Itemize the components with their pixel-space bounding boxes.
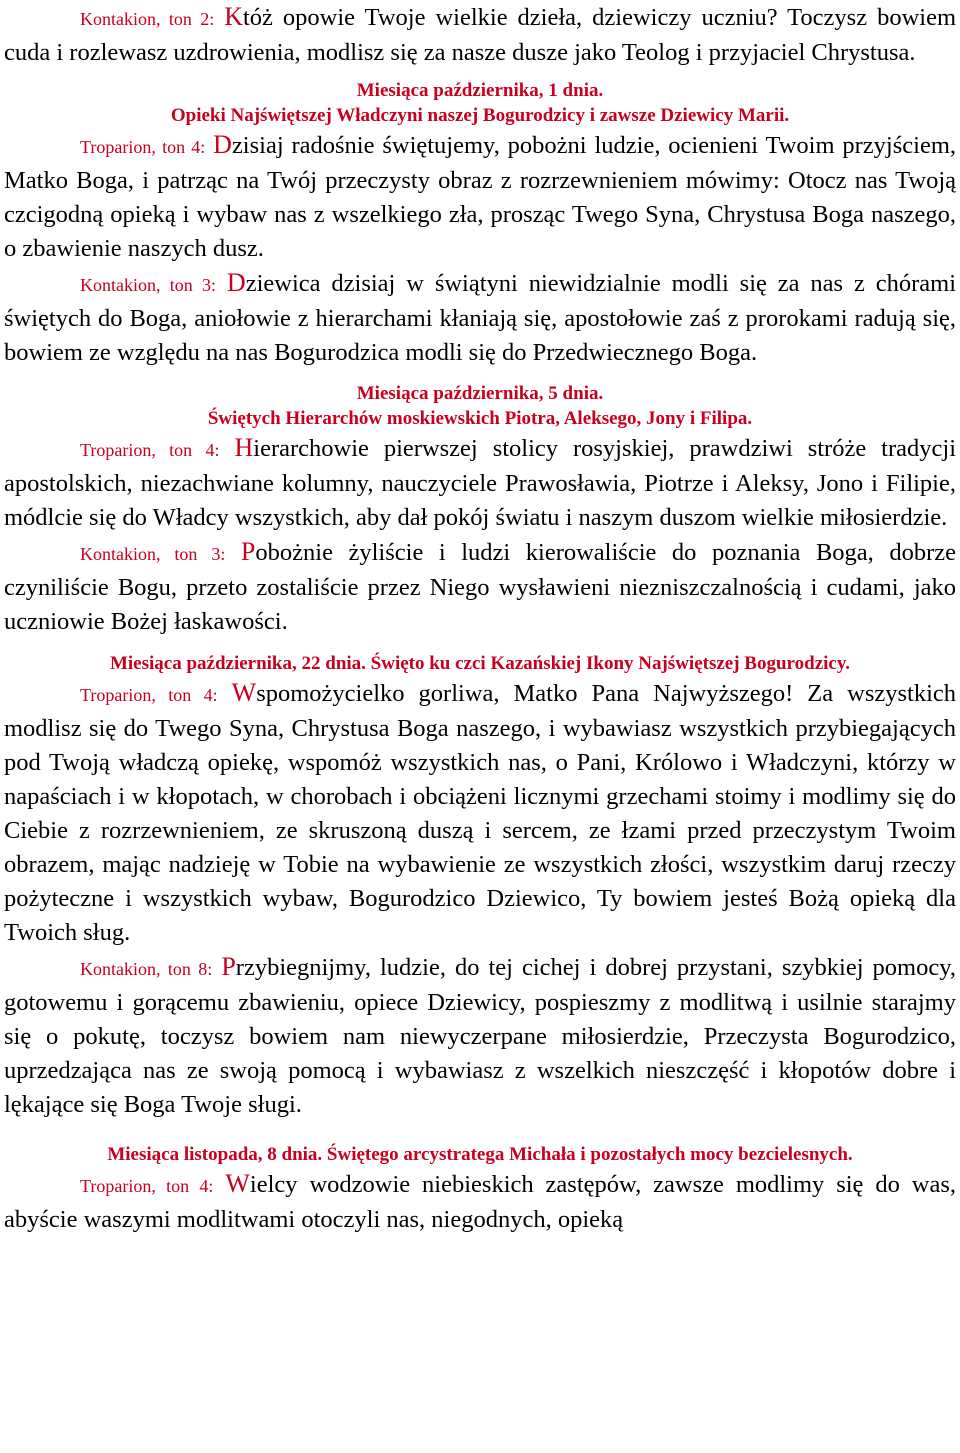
kontakion-text: obożnie żyliście i ludzi kierowaliście do poznania Boga, dobrze czyniliście Bogu, przeto zostaliście przez Niego wysławieni niezniszczalnością i cudami, jako uczniowie Bożej łaskawości. [4, 539, 957, 635]
kontakion-paragraph [4, 950, 956, 1122]
kontakion-text: tóż opowie Twoje wielkie dzieła, dziewiczy uczniu? Toczysz bowiem cuda i rozlewasz uzdrowienia, modlisz się za nasze dusze jako Teolog i przyjaciel Chrystusa. [4, 4, 956, 66]
kontakion-label: Kontakion, ton 2: [80, 9, 215, 29]
troparion-label: Troparion, ton 4: [80, 440, 220, 460]
troparion-text: ierarchowie pierwszej stolicy rosyjskiej, prawdziwi stróże tradycji apostolskich, niezachwiane kolumny, nauczyciele Prawosławia, Piotrze i Aleksy, Jono i Filipie, módlcie się do Władcy wszystkich, aby dał pokój światu i naszym duszom wielkie miłosierdzie. [4, 435, 957, 531]
kontakion-label: Kontakion, ton 8: [80, 959, 213, 979]
section-heading-date: Miesiąca października, 1 dnia. [356, 80, 604, 101]
section-heading-date: Miesiąca października, 5 dnia. [356, 383, 604, 404]
initial-letter: D [213, 130, 232, 159]
kontakion-label: Kontakion, ton 3: [80, 544, 226, 564]
initial-letter: K [224, 2, 243, 31]
troparion-paragraph [4, 676, 956, 950]
troparion-text: ielcy wodzowie niebieskich zastępów, zawsze modlimy się do was, abyście waszymi modlitwami otoczyli nas, niegodnych, opieką [4, 1171, 956, 1233]
initial-letter: W [231, 678, 257, 707]
kontakion-text: ziewica dzisiaj w świątyni niewidzialnie modli się za nas z chórami świętych do Boga, aniołowie z hierarchami kłaniają się, apostołowie zaś z prorokami radują się, bowiem ze względu na nas Bogurodzica modli się do Przedwiecznego Boga. [4, 270, 956, 366]
troparion-label: Troparion, ton 4: [80, 685, 218, 705]
section-heading-title: Opieki Najświętszej Władczyni naszej Bogurodzicy i zawsze Dziewicy Marii. [170, 105, 790, 126]
troparion-paragraph [4, 1167, 956, 1237]
section-heading-title: Świętych Hierarchów moskiewskich Piotra, Aleksego, Jony i Filipa. [207, 408, 753, 429]
initial-letter: W [225, 1169, 250, 1198]
kontakion-paragraph [4, 535, 956, 639]
initial-letter: H [234, 433, 254, 462]
troparion-text: spomożycielko gorliwa, Matko Pana Najwyższego! Za wszystkich modlisz się do Twego Syna, Chrystusa Boga naszego, i wybawiasz wszystkich przybiegających pod Twoją władczą opiekę, wspomóż wszystkich nas, o Pani, Królowo i Władczyni, którzy w napaściach i w kłopotach, w chorobach i obciążeni licznymi grzechami stoimy i modlimy się do Ciebie z rozrzewnieniem, ze skruszoną duszą i sercem, ze łzami przed przeczystym Twoim obrazem, mając nadzieję w Tobie na wybawienie ze wszystkich złości, wszystkim daruj rzeczy pożyteczne i wszystkich wybaw, Bogurodzico Dziewico, Ty bowiem jesteś Bożą opieką dla Twoich sług. [4, 680, 957, 946]
section-heading: Miesiąca listopada, 8 dnia. Świętego arcystratega Michała i pozostałych mocy bezcielesnych. [107, 1144, 853, 1165]
initial-letter: D [226, 268, 246, 297]
kontakion-text: rzybiegnijmy, ludzie, do tej cichej i dobrej przystani, szybkiej pomocy, gotowemu i gorącemu zbawieniu, opiece Dziewicy, pospieszmy z modlitwą i usilnie starajmy się o pokutę, toczysz bowiem nam niewyczerpane miłosierdzie, Przeczysta Bogurodzico, uprzedzająca nas ze swoją pomocą i wybawiasz z wszelkich nieszczęść i kłopotów dobre i lękające się Boga Twoje sługi. [4, 954, 957, 1118]
initial-letter: P [240, 537, 256, 566]
troparion-paragraph [4, 128, 956, 266]
troparion-label: Troparion, ton 4: [80, 1176, 214, 1196]
troparion-paragraph [4, 431, 956, 535]
kontakion-paragraph [4, 0, 956, 70]
section-heading: Miesiąca października, 22 dnia. Święto ku czci Kazańskiej Ikony Najświętszej Bogurodzicy. [109, 653, 851, 674]
kontakion-paragraph [4, 266, 956, 370]
kontakion-label: Kontakion, ton 3: [80, 275, 217, 295]
initial-letter: P [221, 952, 236, 981]
troparion-text: zisiaj radośnie świętujemy, pobożni ludzie, ocienieni Twoim przyjściem, Matko Boga, i patrząc na Twój przeczysty obraz z rozrzewnieniem mówimy: Otocz nas Twoją czcigodną opieką i wybaw nas z wszelkiego zła, prosząc Twego Syna, Chrystusa Boga naszego, o zbawienie naszych dusz. [4, 132, 957, 262]
troparion-label: Troparion, ton 4: [80, 137, 206, 157]
